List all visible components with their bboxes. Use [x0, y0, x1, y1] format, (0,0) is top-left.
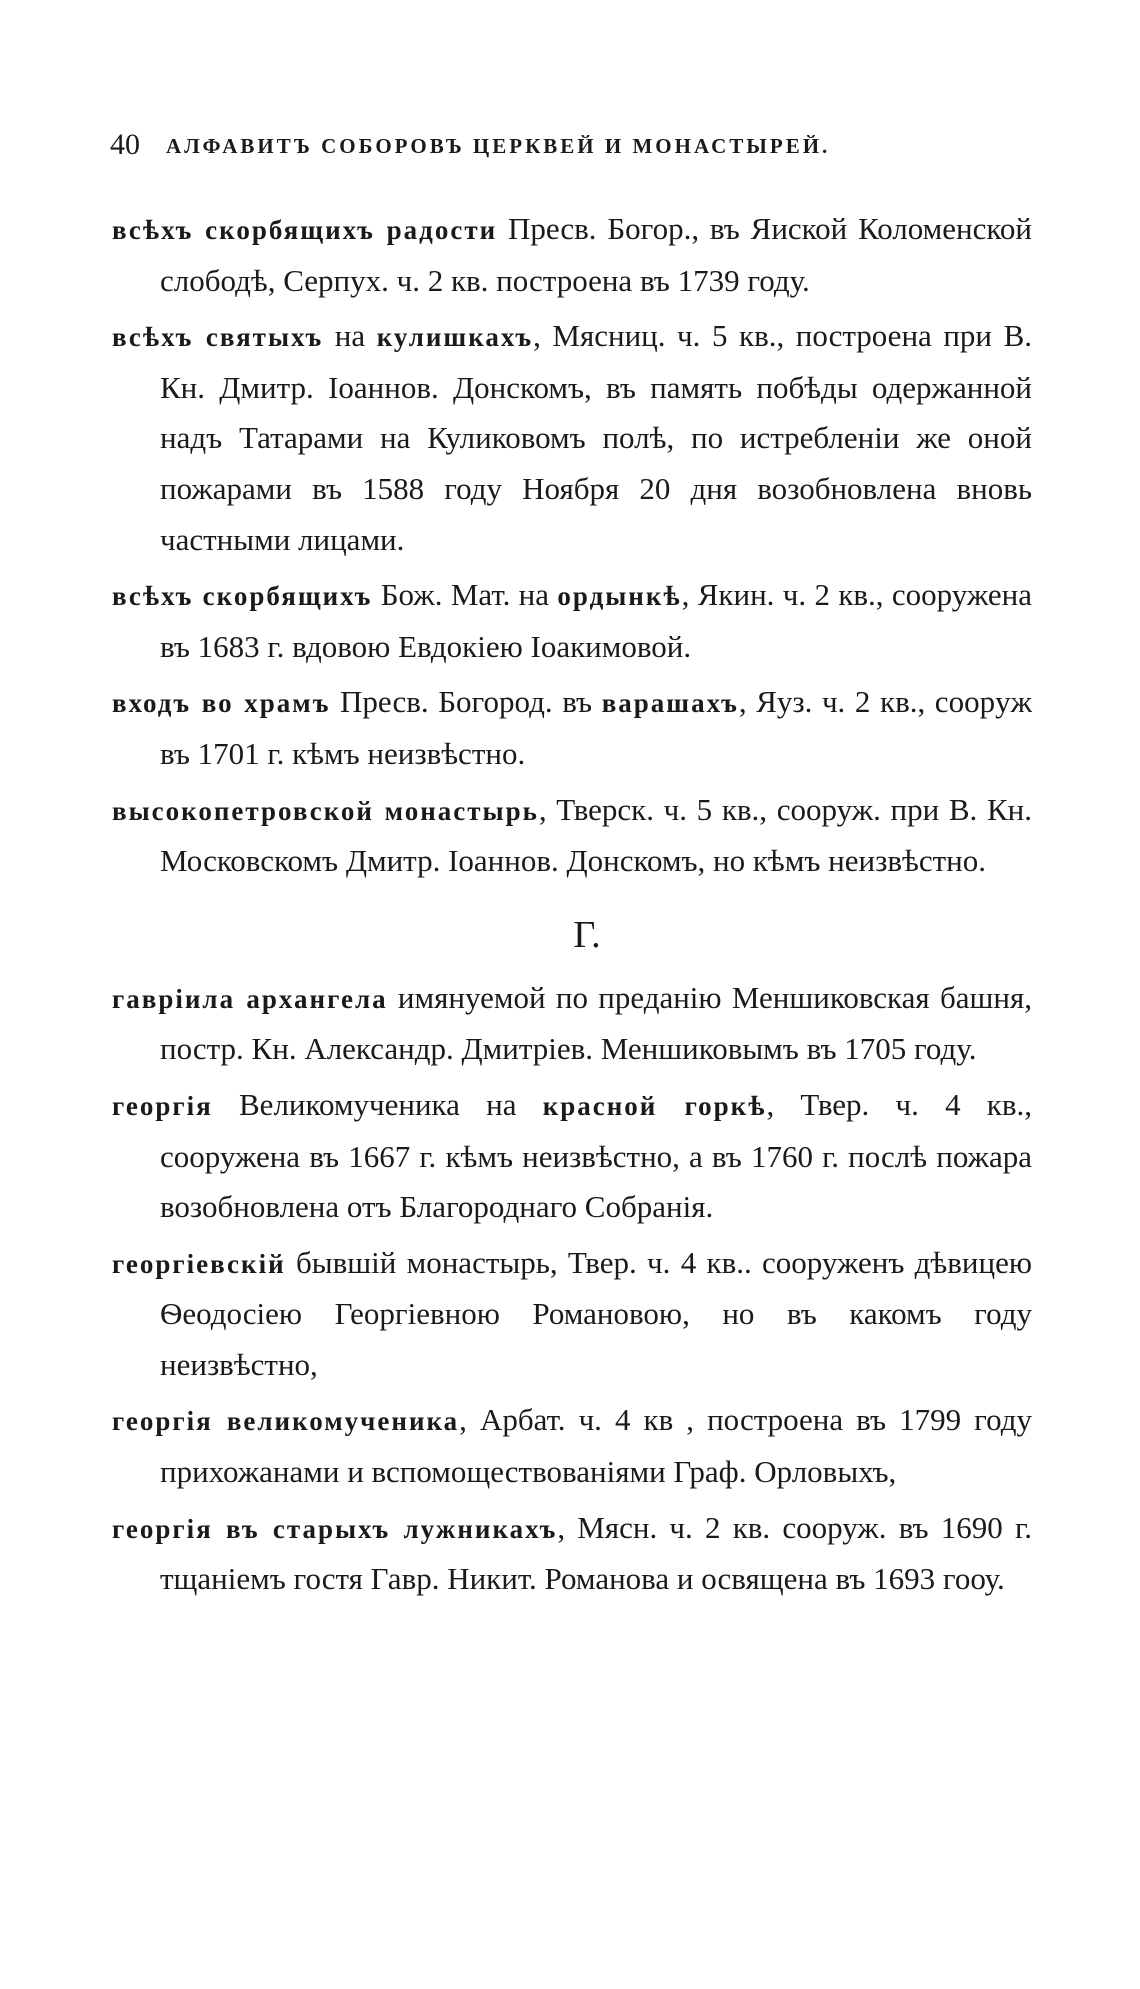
entry-heading: высокопетровской монастырь: [112, 795, 539, 826]
entry: [112, 1503, 1032, 1605]
entry: [112, 1395, 1032, 1497]
entry-text: Бож. Мат. на: [372, 577, 558, 613]
page-number: 40: [110, 128, 140, 161]
entry-subheading: варашахъ: [601, 688, 739, 719]
entry-heading: георгія: [112, 1090, 213, 1121]
entry-heading: всѣхъ скорбящихъ: [112, 581, 373, 612]
entry-heading: гавріила архангела: [112, 983, 388, 1014]
entry: [112, 973, 1032, 1075]
entry-text: , Яуз. ч. 2 кв., соорyж въ 1701 г. кѣмъ неизвѣстно.: [160, 684, 1032, 771]
entry-heading: входъ во храмъ: [112, 688, 331, 719]
entry-text: Великомученика на: [212, 1086, 543, 1122]
entry-subheading: ордынкѣ: [557, 581, 682, 612]
entry-text: бывшій монастырь, Твер. ч. 4 кв.. сооруженъ дѣвицею Ѳеодосіею Георгіевною Романовою, но въ какомъ году неизвѣстно,: [160, 1244, 1032, 1382]
entry: [112, 1238, 1032, 1391]
entry-text: Пресв. Богород. въ: [330, 684, 602, 720]
entry: [112, 677, 1032, 779]
entry-heading: всѣхъ святыхъ: [112, 322, 324, 353]
entry-text: , Арбат. ч. 4 кв , построена въ 1799 году прихожанами и вспомоществованіями Граф. Орловыхъ,: [160, 1402, 1033, 1490]
entry-heading: георгіевскій: [112, 1248, 286, 1279]
section-letter: Г.: [573, 913, 601, 956]
entry-text: , Твер. ч. 4 кв., сооружена въ 1667 г. кѣмъ неизвѣстно, а въ 1760 г. послѣ пожара возобновлена отъ Благороднаго Собранія.: [160, 1086, 1032, 1225]
entry-heading: георгія великомученика: [112, 1406, 460, 1437]
running-title: АЛФАВИТЪ СОБОРОВЪ ЦЕРКВЕЙ И МОНАСТЫРЕЙ.: [166, 134, 831, 158]
entry-text: Пресв. Богор., въ Яиской Коломенской слободѣ, Серпух. ч. 2 кв. построена въ 1739 году.: [160, 211, 1032, 298]
entry-text: , Мясниц. ч. 5 кв., построена при В. Кн. Дмитр. Іоаннов. Донскомъ, въ память побѣды одержанной надъ Татарами на Куликовомъ полѣ, по истребленіи же оной пожарами въ 1588 году Ноября 20 дня возобновлена вновь частными лицами.: [160, 318, 1033, 557]
entry-subheading: кулишкахъ: [376, 322, 534, 353]
entry: [112, 311, 1032, 565]
entry: [112, 570, 1032, 672]
entry: [112, 204, 1032, 306]
entry-text: , Якин. ч. 2 кв., сооружена въ 1683 г. вдовою Евдокіею Іоакимовой.: [160, 577, 1032, 664]
entry-text: , Тверск. ч. 5 кв., сооруж. при В. Кн. Московскомъ Дмитр. Іоаннов. Донскомъ, но кѣмъ неизвѣстно.: [160, 791, 1033, 879]
entry: [112, 785, 1032, 887]
entry-subheading: красной горкѣ: [542, 1090, 767, 1121]
entry-heading: георгія въ старыхъ лужникахъ: [112, 1513, 558, 1544]
page-header: [110, 128, 1030, 168]
entry-heading: всѣхъ скорбящихъ радости: [112, 215, 498, 245]
entry-text: на: [323, 318, 377, 354]
entry-text: имянуемой по преданію Меншиковская башня, постр. Кн. Александр. Дмитріев. Меншиковымъ въ 1705 году.: [160, 979, 1032, 1067]
page-body: [112, 204, 1032, 1610]
entry: [112, 1080, 1032, 1233]
entry-text: , Мясн. ч. 2 кв. сооруж. въ 1690 г. тщаніемъ гостя Гавр. Никит. Романова и освящена въ 1693 гооу.: [160, 1509, 1032, 1597]
